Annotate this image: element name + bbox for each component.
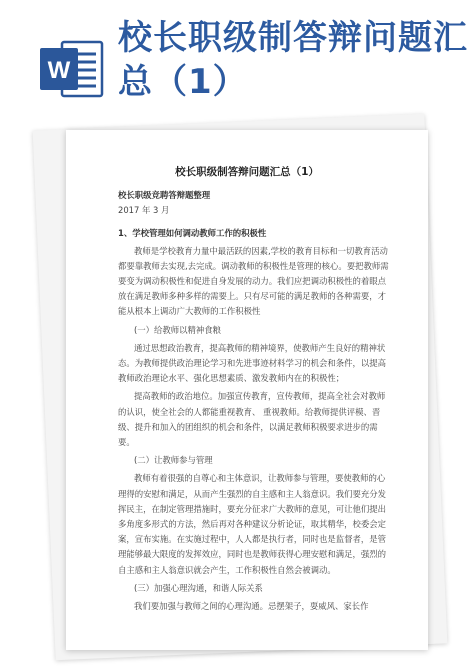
paragraph-5: 我们要加强与教师之间的心理沟通。忌摆架子，耍威风、家长作 (134, 601, 369, 612)
document-body (118, 188, 390, 614)
paragraph-4: 教师有着很强的自尊心和主体意识，让教师参与管理，要使教师的心理得的安慰和满足，从而产生强烈的自主感和主人翁意识。我们要充分发挥民主，在制定管理措施时，要充分征求广大教师的意见，可让他们提出多角度多形式的方法，然后再对各种建议分析论证，取其精华，校委会定案，宣布实施。在实施过程中，人人都是执行者，同时也是监督者，是管理能够最大限度的发挥效应，同时也是教师获得心理安慰和满足，强烈的自主感和主人翁意识就会产生，工作积极性自然会被调动。 (118, 473, 386, 575)
document-title: 校长职级制答辩问题汇总（1） (175, 166, 319, 178)
section-heading-1: 1、学校管理如何调动教师工作的积极性 (118, 228, 267, 239)
subheading-2: (二）让教师参与管理 (134, 455, 213, 466)
document-page (66, 130, 428, 650)
word-icon-letter: W (47, 57, 71, 84)
paragraph-1: 教师是学校教育力量中最活跃的因素,学校的教育目标和一切教育活动都要靠教师去实现,去完成。调动教师的积极性是管理的核心。要把教师需要变为调动积极性和促进自身发展的动力。我们应把调动积极性的着眼点放在满足教师多种多样的需要上。只有尽可能的满足教师的各种需要，才能从根本上调动广大教师的工作积极性 (118, 245, 389, 317)
word-document-icon (40, 40, 104, 98)
document-date: 2017 年 3 月 (118, 205, 170, 216)
paragraph-3: 提高教师的政治地位。加强宣传教育，宣传教师，提高全社会对教师的认识，使全社会的人都能重视教育、 重视教师。给教师提供评模、晋级、提升和加入的团组织的机会和条件，以满足教师积极要求进步的需要。 (118, 391, 386, 448)
document-subtitle: 校长职级竞聘答辩题整理 (118, 190, 211, 200)
banner-title: 校长职级制答辩问题汇总（1） (118, 18, 468, 102)
header-banner (0, 0, 474, 110)
subheading-1: (一）给教师以精神食粮 (134, 324, 222, 335)
paragraph-2: 通过思想政治教育，提高教师的精神境界，使教师产生良好的精神状态。为教师提供政治理论学习和先进事迹材料学习的机会和条件，以提高教师政治理论水平、强化思想素质、激发教师内在的积极性； (118, 342, 386, 384)
subheading-3: (三）加强心理沟通，和谐人际关系 (134, 582, 263, 593)
